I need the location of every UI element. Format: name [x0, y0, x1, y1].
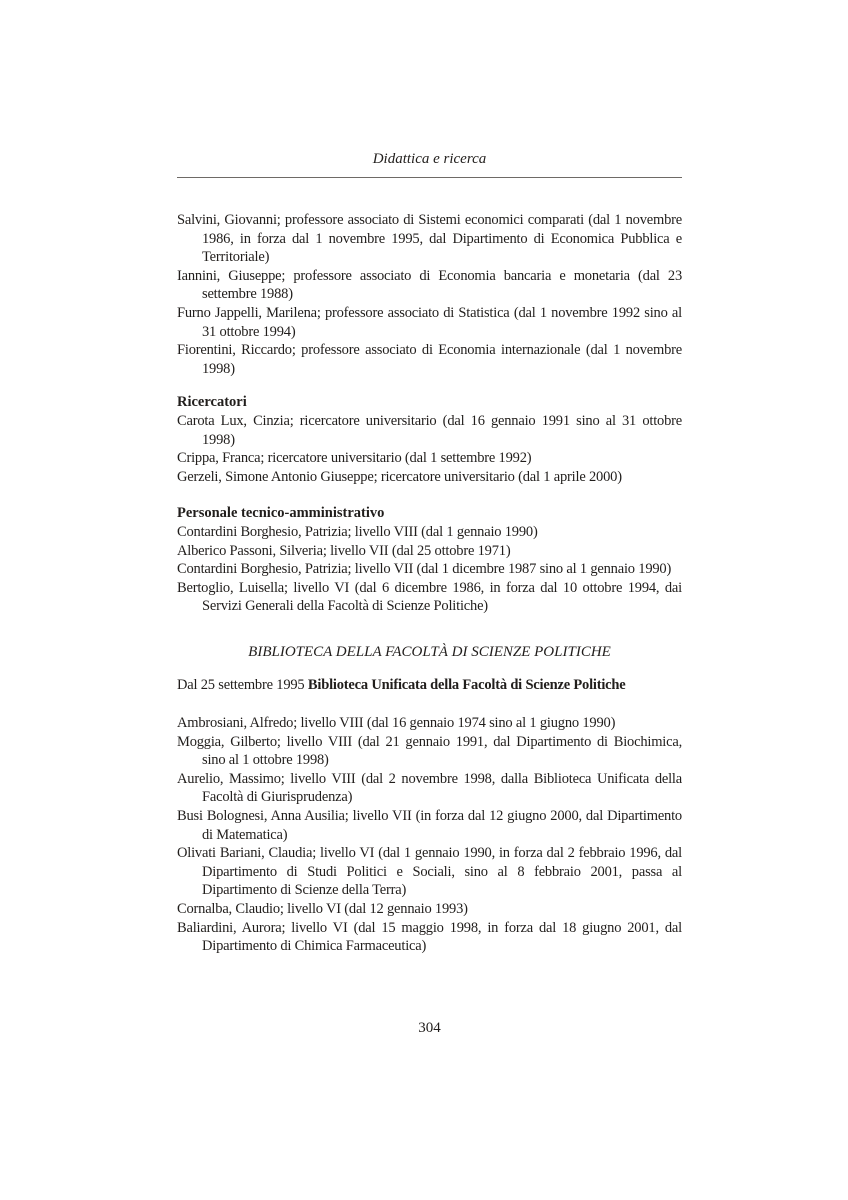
entry: Alberico Passoni, Silveria; livello VII (dal 25 ottobre 1971) — [177, 542, 511, 559]
biblioteca-entries — [177, 714, 682, 956]
entry: Ambrosiani, Alfredo; livello VIII (dal 16 gennaio 1974 sino al 1 giugno 1990) — [177, 715, 616, 732]
section-heading-ricercatori: Ricercatori — [177, 394, 247, 411]
entry: Crippa, Franca; ricercatore universitario (dal 1 settembre 1992) — [177, 450, 532, 467]
entry: Iannini, Giuseppe; professore associato di Economia bancaria e monetaria (dal 23 settembre 1988) — [177, 267, 682, 303]
header-rule — [177, 177, 682, 178]
entry: Salvini, Giovanni; professore associato di Sistemi economici comparati (dal 1 novembre 1986, in forza dal 1 novembre 1995, dal Dipartimento di Economica Pubblica e Territoriale) — [177, 212, 682, 266]
entry: Carota Lux, Cinzia; ricercatore universitario (dal 16 gennaio 1991 sino al 31 ottobre 1998) — [177, 412, 682, 448]
running-head: Didattica e ricerca — [372, 151, 487, 167]
entry: Bertoglio, Luisella; livello VI (dal 6 dicembre 1986, in forza dal 10 ottobre 1994, dai Servizi Generali della Facoltà di Scienze Politiche) — [177, 579, 682, 615]
section-biblioteca — [177, 643, 682, 956]
entry: Cornalba, Claudio; livello VI (dal 12 gennaio 1993) — [177, 901, 468, 917]
section-ricercatori — [177, 393, 682, 486]
entry: Fiorentini, Riccardo; professore associato di Economia internazionale (dal 1 novembre 1998) — [177, 342, 682, 377]
biblioteca-section-title: BIBLIOTECA DELLA FACOLTÀ DI SCIENZE POLITICHE — [248, 643, 611, 660]
entry: Aurelio, Massimo; livello VIII (dal 2 novembre 1998, dalla Biblioteca Unificata della Facoltà di Giurisprudenza) — [177, 770, 682, 806]
entry: Gerzeli, Simone Antonio Giuseppe; ricercatore universitario (dal 1 aprile 2000) — [177, 468, 622, 485]
page-body — [177, 211, 682, 956]
section-personale — [177, 504, 682, 616]
section-professori — [177, 211, 682, 378]
entry: Contardini Borghesio, Patrizia; livello VII (dal 1 dicembre 1987 sino al 1 gennaio 1990) — [177, 561, 672, 578]
biblioteca-intro — [177, 676, 682, 695]
entry: Baliardini, Aurora; livello VI (dal 15 maggio 1998, in forza dal 18 giugno 2001, dal Dipartimento di Chimica Farmaceutica) — [177, 919, 682, 955]
biblioteca-intro-prefix: Dal 25 settembre 1995 — [177, 677, 308, 694]
section-heading-personale: Personale tecnico-amministrativo — [177, 505, 385, 522]
entry: Moggia, Gilberto; livello VIII (dal 21 gennaio 1991, dal Dipartimento di Biochimica, sino al 1 ottobre 1998) — [177, 733, 682, 769]
biblioteca-intro-bold: Biblioteca Unificata della Facoltà di Scienze Politiche — [307, 677, 626, 694]
entry: Olivati Bariani, Claudia; livello VI (dal 1 gennaio 1990, in forza dal 2 febbraio 1996, dal Dipartimento di Studi Politici e Sociali, sino al 8 febbraio 2001, passa al Dipartimento di Scienze della Terra) — [177, 845, 682, 899]
page-number: 304 — [418, 1020, 441, 1036]
entry: Furno Jappelli, Marilena; professore associato di Statistica (dal 1 novembre 1992 sino al 31 ottobre 1994) — [177, 304, 682, 340]
entry: Contardini Borghesio, Patrizia; livello VIII (dal 1 gennaio 1990) — [177, 523, 538, 540]
entry: Busi Bolognesi, Anna Ausilia; livello VII (in forza dal 12 giugno 2000, dal Dipartimento di Matematica) — [177, 808, 682, 843]
